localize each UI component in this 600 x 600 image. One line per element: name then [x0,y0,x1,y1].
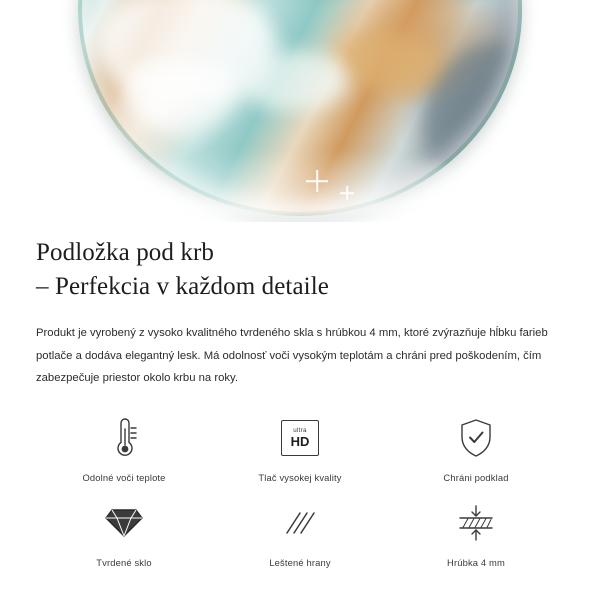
feature-grid [36,416,564,568]
page-title-line-2: – Perfekcia v každom detaile [36,273,329,300]
feature-item-polished-edges [212,501,388,568]
ultra-hd-badge-main: HD [290,433,310,449]
feature-item-protects-surface [388,416,564,483]
feature-label: Hrúbka 4 mm [447,556,505,568]
feature-label: Tvrdené sklo [96,556,152,568]
feature-item-tempered-glass [36,501,212,568]
marble-swirl [275,0,440,7]
content-area [0,236,600,568]
feature-label: Odolné voči teplote [82,471,166,483]
polished-edges-icon [283,501,317,545]
feature-label: Chráni podklad [443,471,509,483]
ultra-hd-badge-top: ultra [293,426,307,434]
ultra-hd-icon [281,416,319,460]
page-title [36,236,564,304]
marble-swirl [238,51,348,111]
feature-item-heat-resistant [36,416,212,483]
feature-item-thickness [388,501,564,568]
page-title-line-1: Podložka pod krb [36,239,214,266]
marble-swirl [122,59,242,129]
product-description-text: Produkt je vyrobený z vysoko kvalitného tvrdeného skla s hrúbkou 4 mm, ktoré zvýrazňuje hĺbku farieb potlače a dodáva elegantný lesk. Má odolnosť voči vysokým teplotám a chráni pred poškodením, čím zabezpečuje priestor okolo krbu na roky. [36,327,548,385]
feature-item-hd-print [212,416,388,483]
feature-label: Tlač vysokej kvality [258,471,342,483]
hero-image [0,0,600,222]
diamond-icon [104,501,144,545]
feature-label: Leštené hrany [269,556,331,568]
thickness-icon [457,501,495,545]
shield-check-icon [458,416,494,460]
glass-pad-photo [78,0,522,216]
thermometer-icon [107,416,141,460]
